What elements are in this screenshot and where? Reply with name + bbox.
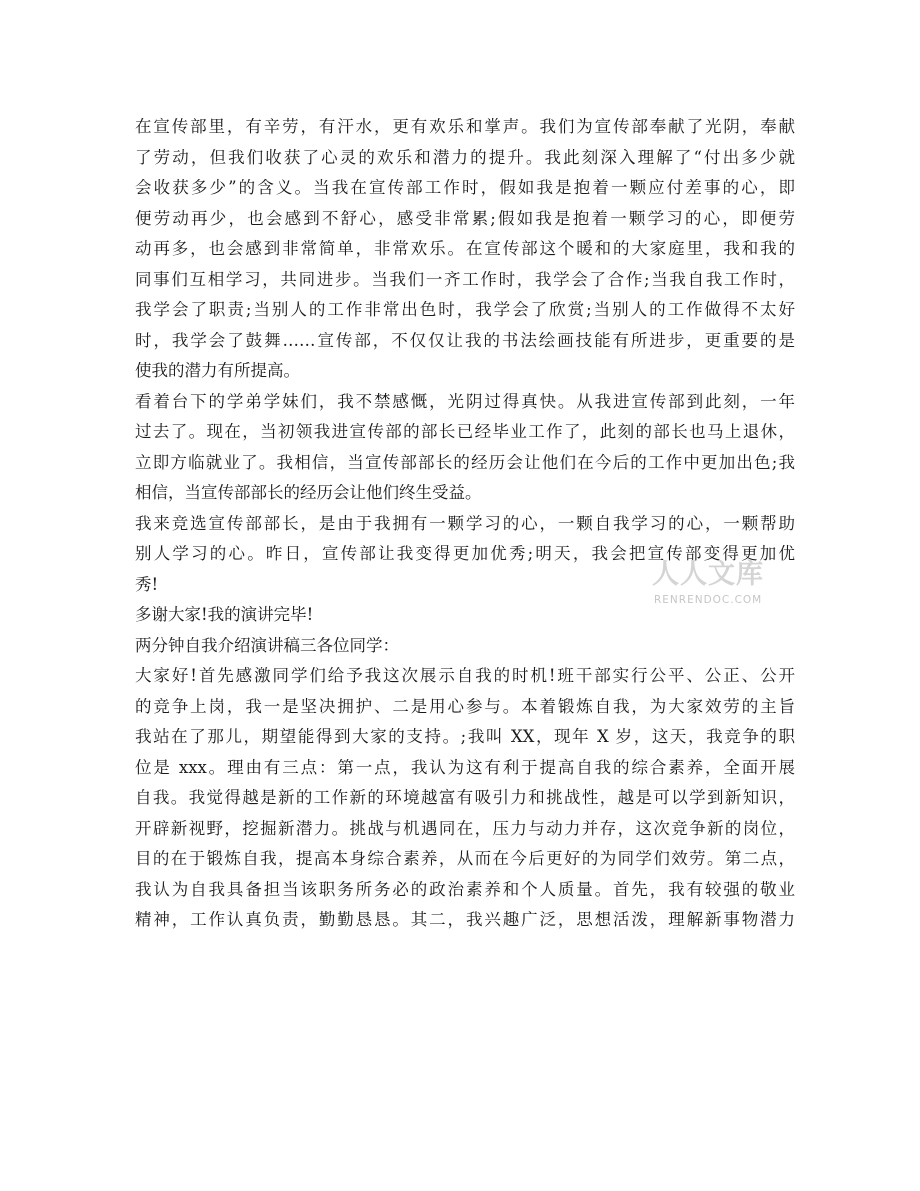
text-line: 相信，当宣传部部长的经历会让他们终生受益。	[135, 483, 482, 502]
text-line: 过去了。现在，当初领我进宣传部的部长已经毕业工作了，此刻的部长也马上退休，	[135, 422, 795, 441]
text-line: 大家好!首先感激同学们给予我这次展示自我的时机!班干部实行公平、公正、公开	[135, 666, 795, 685]
text-line: 别人学习的心。昨日，宣传部让我变得更加优秀;明天，我会把宣传部变得更加优	[135, 544, 795, 563]
text-line: 看着台下的学弟学妹们，我不禁感慨，光阴过得真快。从我进宣传部到此刻，一年	[135, 391, 795, 411]
text-line: 的竞争上岗，我一是坚决拥护、二是用心参与。本着锻炼自我，为大家效劳的主旨	[135, 696, 795, 716]
text-line: 开辟新视野，挖掘新潜力。挑战与机遇同在，压力与动力并存，这次竞争新的岗位，	[135, 818, 795, 838]
text-line: 我站在了那儿，期望能得到大家的支持。;我叫 XX，现年 X 岁，这天，我竞争的职	[135, 727, 795, 746]
text-line: 会收获多少”的含义。当我在宣传部工作时，假如我是抱着一颗应付差事的心，即	[135, 178, 795, 197]
text-line: 精神，工作认真负责，勤勤恳恳。其二，我兴趣广泛，思想活泼，理解新事物潜力	[135, 910, 795, 929]
text-line: 立即方临就业了。我相信，当宣传部部长的经历会让他们在今后的工作中更加出色;我	[135, 452, 795, 472]
text-line: 在宣传部里，有辛劳，有汗水，更有欢乐和掌声。我们为宣传部奉献了光阴，奉献	[135, 117, 795, 136]
text-line: 目的在于锻炼自我，提高本身综合素养，从而在今后更好的为同学们效劳。第二点，	[135, 849, 795, 868]
text-line: 自我。我觉得越是新的工作新的环境越富有吸引力和挑战性，越是可以学到新知识，	[135, 788, 795, 807]
document-body	[135, 112, 795, 936]
text-line: 动再多，也会感到非常简单，非常欢乐。在宣传部这个暖和的大家庭里，我和我的	[135, 239, 795, 258]
watermark-title: 人人文库	[652, 559, 764, 590]
text-line: 我学会了职责;当别人的工作非常出色时，我学会了欣赏;当别人的工作做得不太好	[135, 300, 795, 319]
watermark-subtitle: RENRENDOC.COM	[654, 594, 763, 606]
text-line: 两分钟自我介绍演讲稿三各位同学：	[135, 635, 399, 655]
text-line: 同事们互相学习，共同进步。当我们一齐工作时，我学会了合作;当我自我工作时，	[135, 269, 795, 289]
text-line: 使我的潜力有所提高。	[135, 361, 300, 380]
text-line: 时，我学会了鼓舞……宣传部，不仅仅让我的书法绘画技能有所进步，更重要的是	[135, 330, 795, 350]
text-line: 我来竞选宣传部部长，是由于我拥有一颗学习的心，一颗自我学习的心，一颗帮助	[135, 513, 795, 533]
text-line: 位是 xxx。理由有三点：第一点，我认为这有利于提高自我的综合素养，全面开展	[135, 757, 795, 777]
text-line: 我认为自我具备担当该职务所务必的政治素养和个人质量。首先，我有较强的敬业	[135, 879, 795, 899]
text-line: 秀!	[135, 574, 159, 594]
text-line: 多谢大家!我的演讲完毕!	[135, 605, 314, 624]
text-line: 了劳动，但我们收获了心灵的欢乐和潜力的提升。我此刻深入理解了“付出多少就	[135, 147, 795, 167]
text-line: 便劳动再少，也会感到不舒心，感受非常累;假如我是抱着一颗学习的心，即便劳	[135, 208, 795, 228]
